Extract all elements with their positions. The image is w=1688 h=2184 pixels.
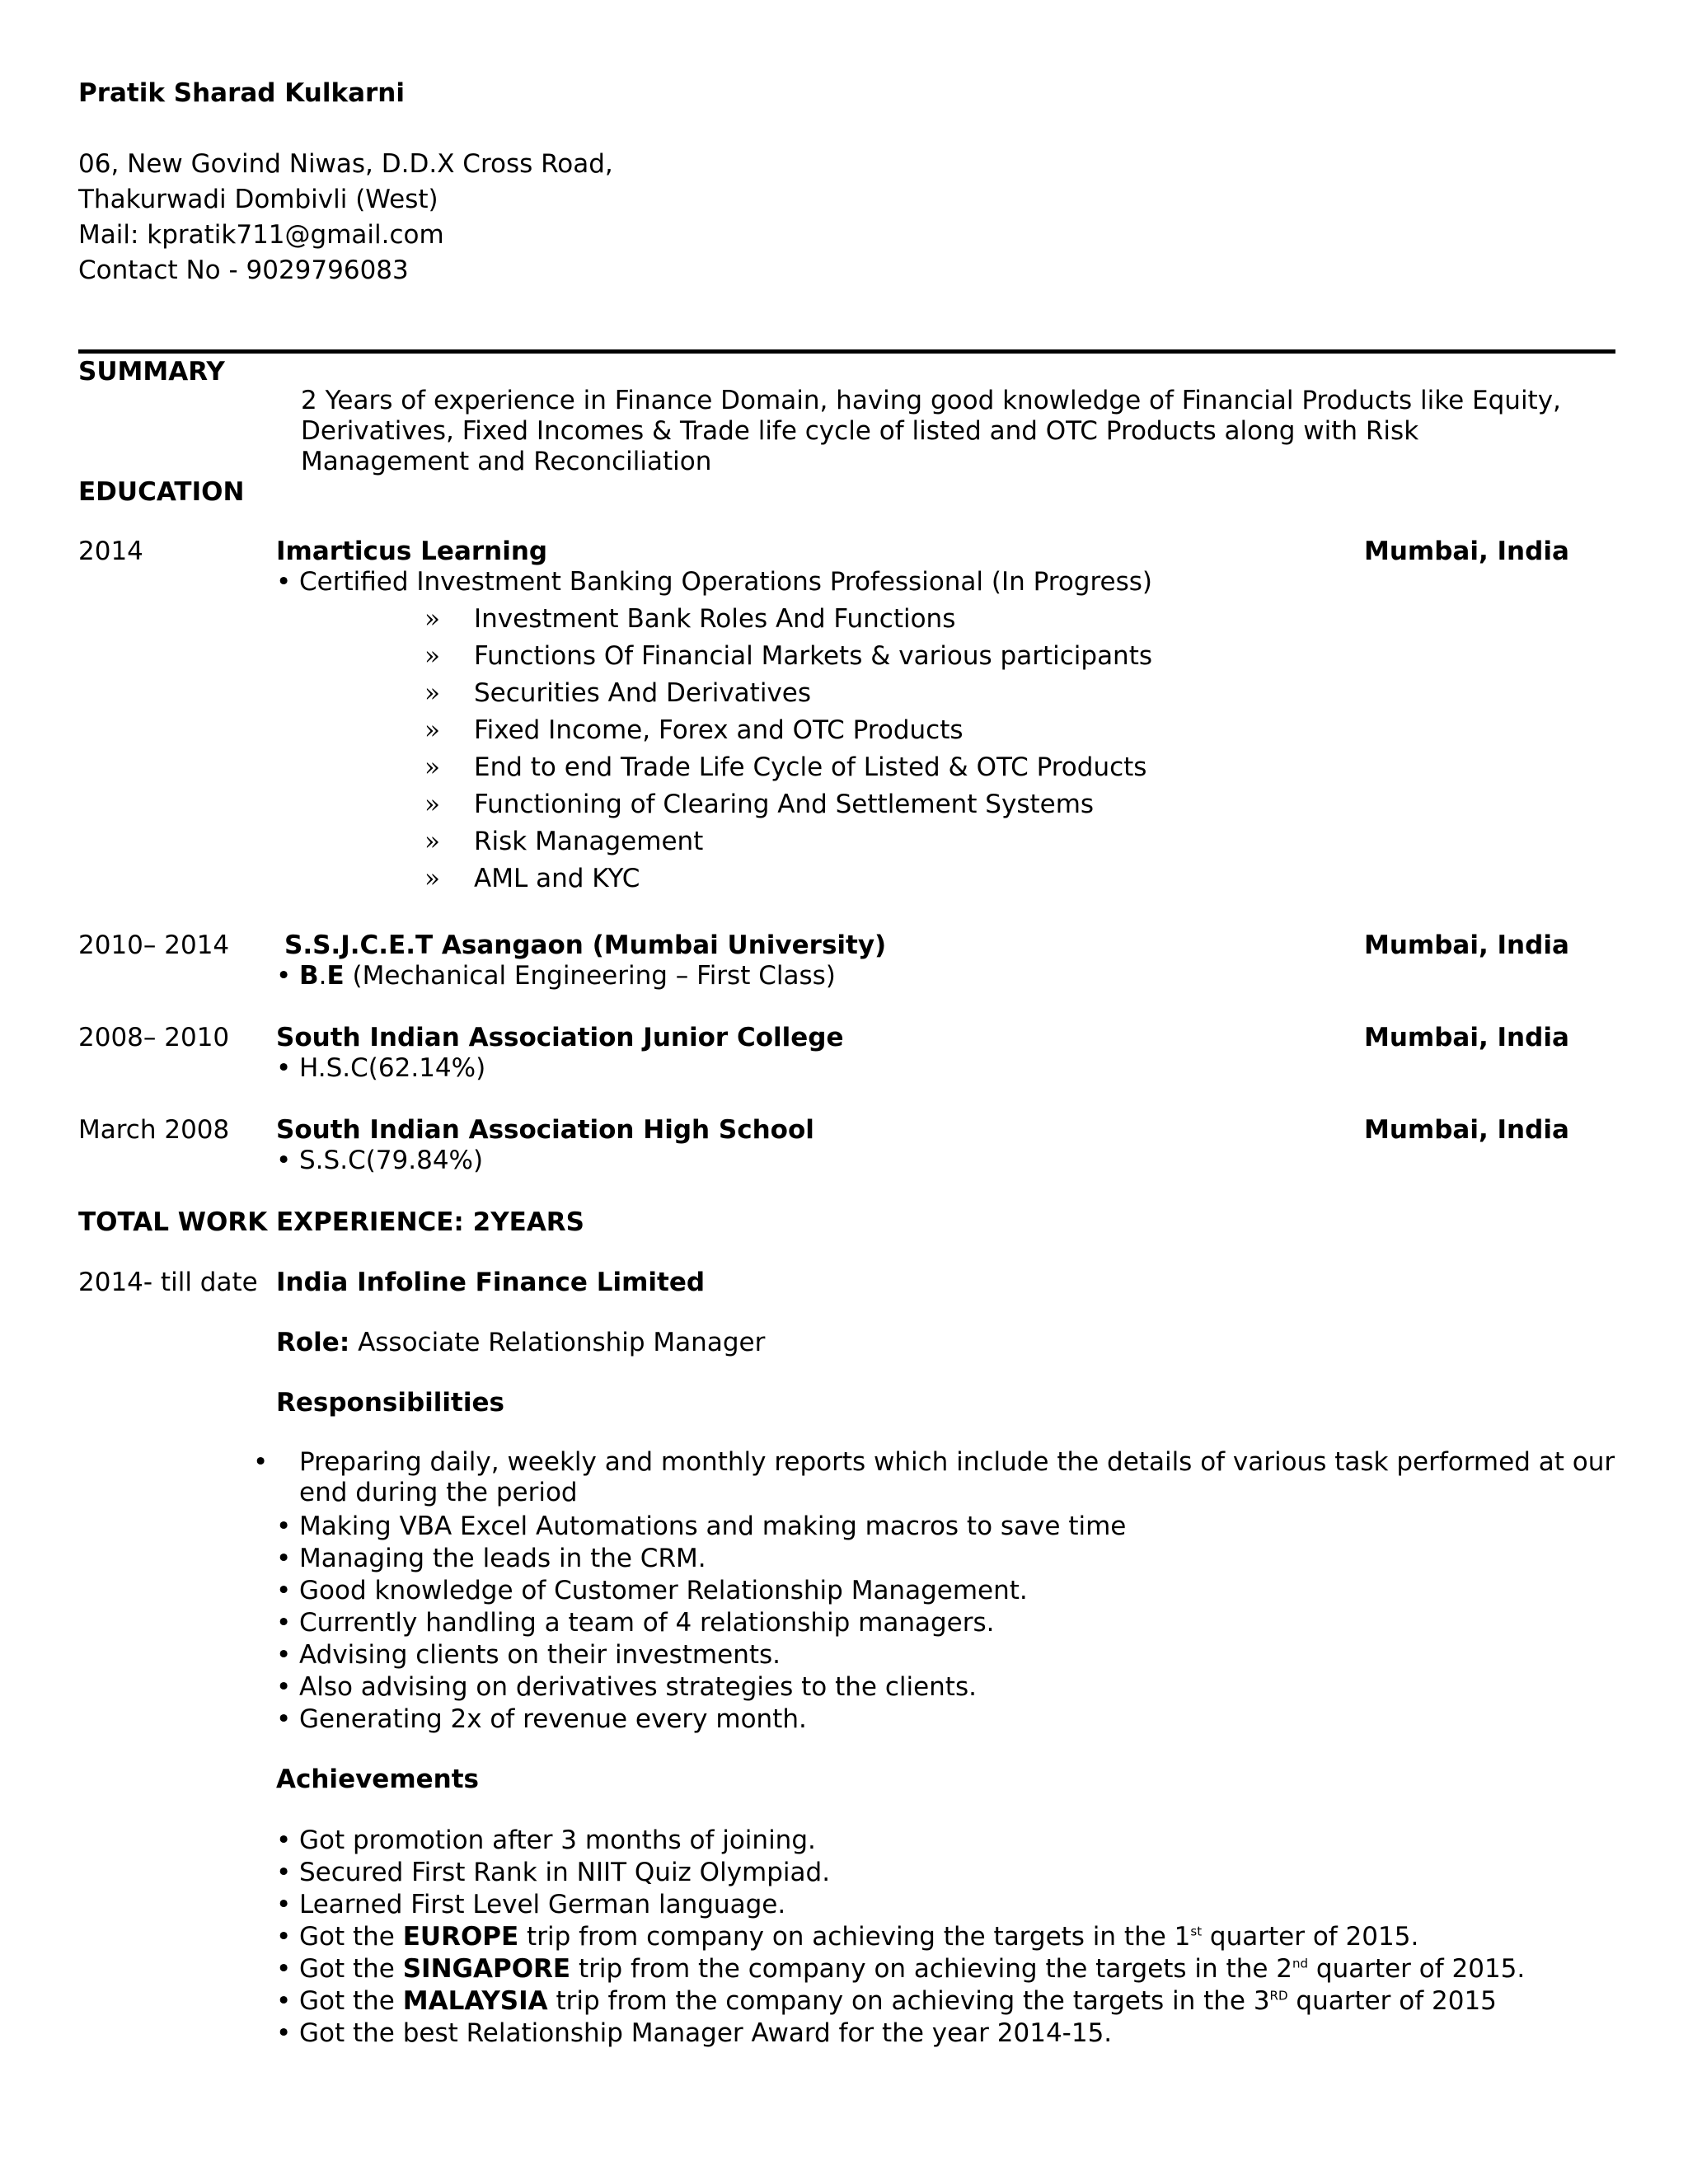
- bullet-icon: [276, 1576, 299, 1605]
- edu-institution: South Indian Association Junior College: [276, 1023, 844, 1052]
- edu-detail-text: S.S.C(79.84%): [299, 1146, 484, 1175]
- responsibility-item: [276, 1447, 1618, 1508]
- destination-name: EUROPE: [402, 1922, 519, 1952]
- edu-institution: S.S.J.C.E.T Asangaon (Mumbai University): [284, 930, 887, 960]
- edu-institution: South Indian Association High School: [276, 1115, 814, 1145]
- achievement-item: [276, 1953, 1525, 1985]
- destination-name: MALAYSIA: [402, 1986, 548, 2016]
- role-label: Role:: [276, 1328, 350, 1357]
- edu-location: Mumbai, India: [1364, 930, 1569, 960]
- experience-period: 2014- till date: [78, 1268, 258, 1297]
- responsibility-text: Also advising on derivatives strategies to the clients.: [299, 1672, 977, 1702]
- bullet-icon: [276, 1672, 299, 1702]
- achievement-text: Got the: [299, 1922, 403, 1952]
- edu-detail-text: H.S.C(62.14%): [299, 1053, 486, 1083]
- address-line-1: 06, New Govind Niwas, D.D.X Cross Road,: [78, 149, 613, 179]
- responsibility-item: [276, 1575, 1028, 1606]
- ordinal-suffix: nd: [1292, 1956, 1309, 1971]
- responsibility-text: Preparing daily, weekly and monthly reports which include the details of various task performed at our end during the period: [299, 1447, 1615, 1507]
- topic-item: [424, 789, 1094, 820]
- responsibility-text: Managing the leads in the CRM.: [299, 1544, 706, 1573]
- email-line: Mail: kpratik711@gmail.com: [78, 220, 444, 250]
- achievements-heading: Achievements: [276, 1765, 479, 1794]
- achievement-text: Learned First Level German language.: [299, 1890, 786, 1919]
- edu-year: 2008– 2010: [78, 1023, 230, 1052]
- topic-text: Securities And Derivatives: [474, 678, 812, 708]
- edu-detail: [276, 1052, 485, 1084]
- bullet-icon: [276, 1986, 299, 2016]
- topic-text: AML and KYC: [474, 864, 640, 893]
- bullet-icon: [276, 1053, 299, 1083]
- edu-location: Mumbai, India: [1364, 1115, 1569, 1145]
- experience-heading: TOTAL WORK EXPERIENCE: 2YEARS: [78, 1207, 585, 1237]
- achievement-item: [276, 1985, 1497, 2017]
- achievement-text: Got the: [299, 1986, 403, 2016]
- summary-text: 2 Years of experience in Finance Domain, having good knowledge of Financial Products like Equity, Derivatives, Fixed Incomes & Trade life cycle of listed and OTC Products along with Risk Management and Reconciliation: [301, 386, 1561, 476]
- responsibility-text: Currently handling a team of 4 relationship managers.: [299, 1608, 995, 1638]
- edu-location: Mumbai, India: [1364, 537, 1569, 566]
- bullet-icon: [276, 567, 299, 597]
- topic-item: [424, 863, 640, 894]
- edu-detail: [276, 960, 836, 991]
- bullet-icon: [276, 1825, 299, 1855]
- edu-year: March 2008: [78, 1115, 230, 1145]
- achievement-text: Got promotion after 3 months of joining.: [299, 1825, 816, 1855]
- achievement-text: Got the best Relationship Manager Award for the year 2014-15.: [299, 2018, 1113, 2048]
- responsibility-item: [276, 1511, 1126, 1542]
- chevron-right-icon: »: [424, 678, 440, 708]
- edu-location: Mumbai, India: [1364, 1023, 1569, 1052]
- achievement-text: Secured First Rank in NIIT Quiz Olympiad.: [299, 1858, 831, 1887]
- bullet-icon: [276, 1146, 299, 1175]
- achievement-text: quarter of 2015.: [1308, 1954, 1526, 1984]
- topic-item: [424, 603, 955, 635]
- bullet-icon: [276, 961, 299, 991]
- bullet-icon: [276, 1544, 299, 1573]
- chevron-right-icon: »: [424, 715, 440, 745]
- edu-detail-text: Certified Investment Banking Operations Professional (In Progress): [299, 567, 1153, 597]
- address-line-2: Thakurwadi Dombivli (West): [78, 185, 438, 214]
- responsibility-item: [276, 1639, 781, 1671]
- role-value: Associate Relationship Manager: [349, 1328, 766, 1357]
- bullet-icon: [276, 1890, 299, 1919]
- bullet-icon: [276, 1922, 299, 1952]
- topic-item: [424, 752, 1146, 783]
- responsibility-item: [276, 1671, 977, 1703]
- achievement-text: trip from the company on achieving the targets in the 3: [547, 1986, 1270, 2016]
- ordinal-suffix: RD: [1269, 1988, 1288, 2004]
- responsibility-text: Advising clients on their investments.: [299, 1640, 781, 1670]
- topic-text: End to end Trade Life Cycle of Listed & OTC Products: [474, 752, 1147, 782]
- achievement-text: quarter of 2015.: [1202, 1922, 1419, 1952]
- bullet-icon: [276, 1640, 299, 1670]
- achievement-item: [276, 1857, 830, 1888]
- edu-detail: [276, 566, 1152, 598]
- achievement-text: quarter of 2015: [1287, 1986, 1497, 2016]
- topic-text: Fixed Income, Forex and OTC Products: [474, 715, 964, 745]
- edu-year: 2014: [78, 537, 143, 566]
- degree-detail: (Mechanical Engineering – First Class): [344, 961, 836, 991]
- candidate-name: Pratik Sharad Kulkarni: [78, 78, 405, 108]
- topic-text: Functions Of Financial Markets & various participants: [474, 641, 1153, 671]
- degree-abbrev: E: [326, 961, 345, 991]
- bullet-icon: [276, 1954, 299, 1984]
- degree-abbrev: B: [299, 961, 319, 991]
- achievement-text: trip from company on achieving the targets in the 1: [518, 1922, 1191, 1952]
- chevron-right-icon: »: [424, 752, 440, 782]
- bullet-icon: [276, 1858, 299, 1887]
- topic-item: [424, 640, 1152, 672]
- role-line: [276, 1327, 765, 1358]
- topic-text: Functioning of Clearing And Settlement Systems: [474, 790, 1095, 819]
- contact-line: Contact No - 9029796083: [78, 255, 409, 285]
- chevron-right-icon: »: [424, 604, 440, 634]
- responsibility-text: Good knowledge of Customer Relationship Management.: [299, 1576, 1028, 1605]
- responsibility-text: Generating 2x of revenue every month.: [299, 1704, 807, 1734]
- responsibilities-heading: Responsibilities: [276, 1388, 504, 1418]
- achievement-item: [276, 1889, 785, 1920]
- topic-text: Investment Bank Roles And Functions: [474, 604, 956, 634]
- summary-heading: SUMMARY: [78, 357, 225, 387]
- responsibility-item: [276, 1704, 807, 1735]
- education-heading: EDUCATION: [78, 477, 245, 507]
- topic-item: [424, 677, 811, 709]
- responsibility-text: Making VBA Excel Automations and making macros to save time: [299, 1511, 1127, 1541]
- edu-institution: Imarticus Learning: [276, 537, 548, 566]
- ordinal-suffix: st: [1190, 1924, 1203, 1939]
- chevron-right-icon: »: [424, 864, 440, 893]
- achievement-text: Got the: [299, 1954, 403, 1984]
- achievement-item: [276, 1825, 816, 1856]
- degree-dot: .: [318, 961, 327, 991]
- achievement-item: [276, 2018, 1112, 2049]
- chevron-right-icon: »: [424, 641, 440, 671]
- topic-item: [424, 715, 964, 746]
- chevron-right-icon: »: [424, 827, 440, 856]
- responsibility-item: [276, 1607, 994, 1638]
- topic-item: [424, 826, 703, 857]
- destination-name: SINGAPORE: [402, 1954, 571, 1984]
- bullet-icon: [276, 1704, 299, 1734]
- chevron-right-icon: »: [424, 790, 440, 819]
- edu-detail: [276, 1145, 483, 1176]
- edu-year: 2010– 2014: [78, 930, 230, 960]
- responsibility-item: [276, 1543, 706, 1574]
- company-name: India Infoline Finance Limited: [276, 1268, 706, 1297]
- bullet-icon: [276, 1447, 299, 1477]
- bullet-icon: [276, 1511, 299, 1541]
- achievement-text: trip from the company on achieving the targets in the 2: [570, 1954, 1292, 1984]
- bullet-icon: [276, 1608, 299, 1638]
- topic-text: Risk Management: [474, 827, 704, 856]
- achievement-item: [276, 1921, 1418, 1952]
- bullet-icon: [276, 2018, 299, 2048]
- header-divider: [78, 349, 1615, 354]
